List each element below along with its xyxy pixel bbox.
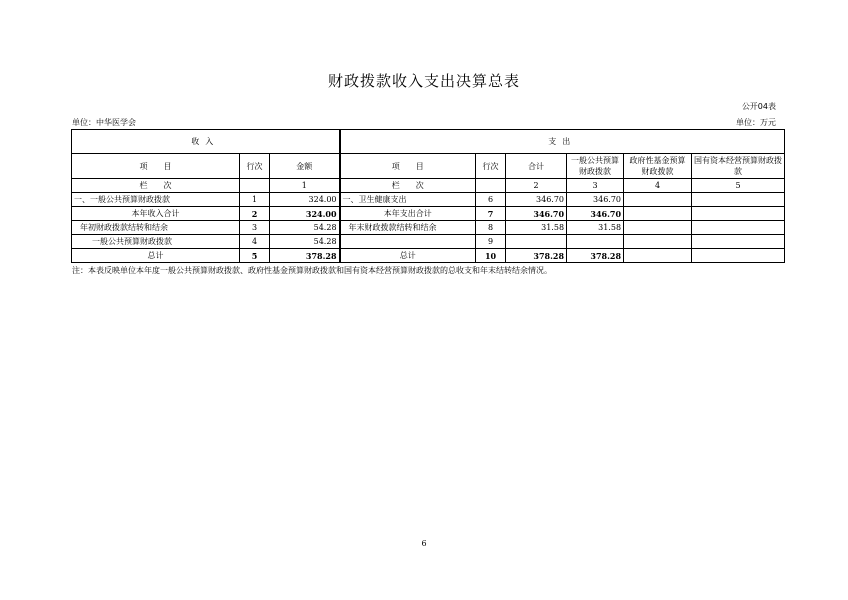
column-label: 栏 次 [72, 179, 240, 193]
income-row-number: 5 [240, 249, 270, 263]
income-header: 收入 [72, 130, 340, 154]
column-number-1: 1 [270, 179, 340, 193]
expense-total: 346.70 [506, 193, 567, 207]
expense-state-capital [692, 207, 785, 221]
budget-summary-table [71, 129, 785, 263]
page-title: 财政拨款收入支出决算总表 [327, 72, 520, 90]
income-rowno-header: 行次 [240, 154, 270, 179]
header-row-columns [72, 154, 785, 179]
expense-state-capital [692, 235, 785, 249]
income-item: 总计 [72, 249, 240, 263]
column-number-blank [240, 179, 270, 193]
income-item: 一般公共预算财政拨款 [72, 235, 240, 249]
column-number-5: 5 [692, 179, 785, 193]
table-row [72, 235, 785, 249]
expense-gov-fund [624, 221, 692, 235]
expense-total [506, 235, 567, 249]
expense-general-budget: 346.70 [567, 193, 624, 207]
income-row-number: 2 [240, 207, 270, 221]
expense-state-capital [692, 249, 785, 263]
income-amount: 378.28 [270, 249, 340, 263]
column-number-3: 3 [567, 179, 624, 193]
income-item: 本年收入合计 [72, 207, 240, 221]
column-number-2: 2 [506, 179, 567, 193]
table-note: 注：本表反映单位本年度一般公共预算财政拨款、政府性基金预算财政拨款和国有资本经营预算财政拨款的总收支和年末结转结余情况。 [72, 266, 552, 275]
column-number-4: 4 [624, 179, 692, 193]
income-amount: 324.00 [270, 207, 340, 221]
table-code: 公开04表 [741, 102, 776, 111]
expense-item: 年末财政拨款结转和结余 [340, 221, 476, 235]
table-row [72, 193, 785, 207]
expense-general-budget: 378.28 [567, 249, 624, 263]
expense-total: 346.70 [506, 207, 567, 221]
state-capital-header: 国有资本经营预算财政拨款 [692, 154, 785, 179]
expense-row-number: 7 [476, 207, 506, 221]
expense-general-budget: 31.58 [567, 221, 624, 235]
expense-general-budget [567, 235, 624, 249]
expense-item: 一、卫生健康支出 [340, 193, 476, 207]
expense-gov-fund [624, 207, 692, 221]
table-row [72, 221, 785, 235]
expense-row-number: 10 [476, 249, 506, 263]
expense-item: 本年支出合计 [340, 207, 476, 221]
expense-gov-fund [624, 193, 692, 207]
income-item: 一、一般公共预算财政拨款 [72, 193, 240, 207]
income-row-number: 4 [240, 235, 270, 249]
income-amount-header: 金额 [270, 154, 340, 179]
expense-gov-fund [624, 249, 692, 263]
expense-total: 378.28 [506, 249, 567, 263]
page-number: 6 [421, 539, 427, 548]
expense-column-number-blank [476, 179, 506, 193]
expense-total-header: 合计 [506, 154, 567, 179]
expense-header: 支出 [340, 130, 785, 154]
income-row-number: 3 [240, 221, 270, 235]
income-row-number: 1 [240, 193, 270, 207]
income-item: 年初财政拨款结转和结余 [72, 221, 240, 235]
income-item-header: 项 目 [72, 154, 240, 179]
expense-item [340, 235, 476, 249]
income-amount: 54.28 [270, 221, 340, 235]
expense-total: 31.58 [506, 221, 567, 235]
expense-gov-fund [624, 235, 692, 249]
header-row-groups [72, 130, 785, 154]
expense-column-label: 栏 次 [340, 179, 476, 193]
expense-row-number: 8 [476, 221, 506, 235]
expense-item-header: 项 目 [340, 154, 476, 179]
unit-money: 单位：万元 [736, 118, 776, 127]
column-number-row [72, 179, 785, 193]
income-amount: 54.28 [270, 235, 340, 249]
expense-row-number: 6 [476, 193, 506, 207]
expense-general-budget: 346.70 [567, 207, 624, 221]
table-row [72, 207, 785, 221]
gov-fund-header: 政府性基金预算财政拨款 [624, 154, 692, 179]
expense-state-capital [692, 193, 785, 207]
table-row-total [72, 249, 785, 263]
expense-rowno-header: 行次 [476, 154, 506, 179]
general-budget-header: 一般公共预算财政拨款 [567, 154, 624, 179]
expense-item: 总计 [340, 249, 476, 263]
expense-row-number: 9 [476, 235, 506, 249]
income-amount: 324.00 [270, 193, 340, 207]
expense-state-capital [692, 221, 785, 235]
unit-organization: 单位：中华医学会 [72, 118, 136, 127]
